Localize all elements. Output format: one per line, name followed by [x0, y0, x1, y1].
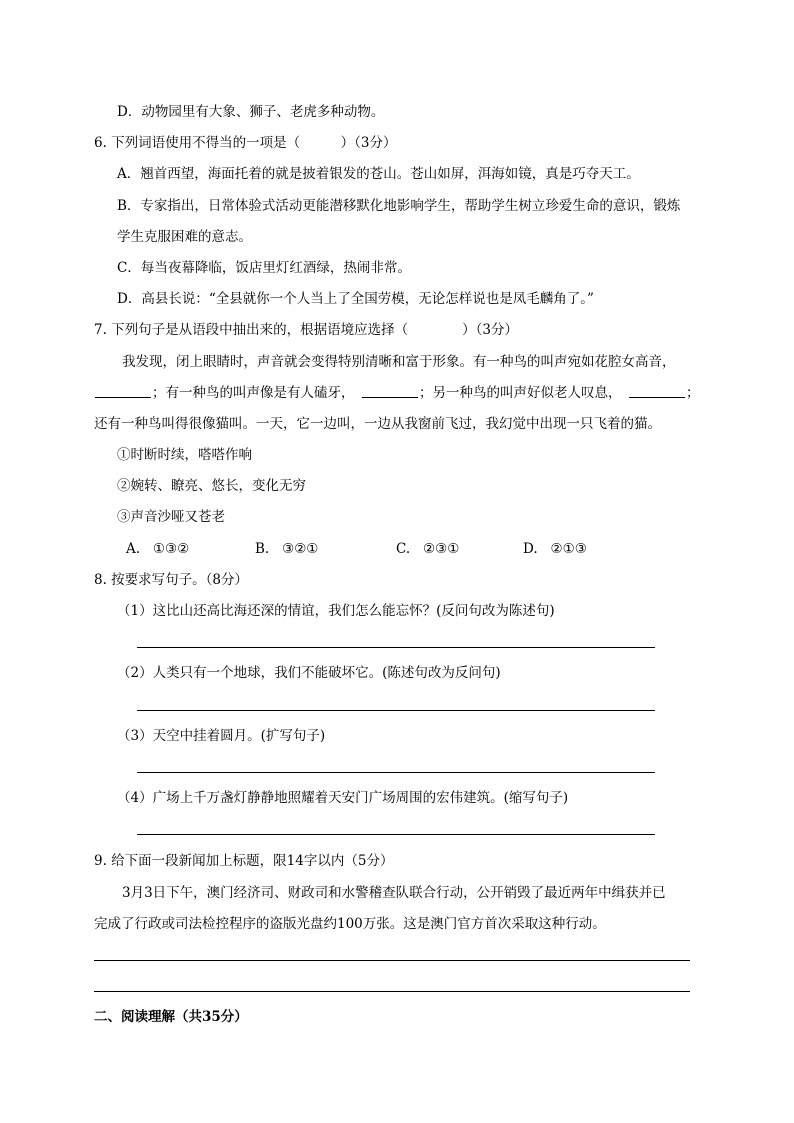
q7-passage-line2c: ； — [686, 385, 700, 401]
q6-stem: 6. 下列词语使用不得当的一项是（ ）（3分） — [94, 135, 397, 151]
q7-choice-letter: C. — [396, 541, 411, 557]
q7-choice-value: ②③① — [423, 541, 460, 557]
q7-choice-c[interactable] — [396, 539, 459, 559]
q7-choice-d[interactable] — [523, 539, 587, 559]
q7-passage-line2a: ；有一种鸟的叫声像是有人磕牙， — [152, 385, 355, 401]
q7-choice-a[interactable] — [126, 539, 189, 559]
q7-choice-letter: A. — [126, 541, 141, 557]
q6-option-a: A．翘首西望，海面托着的就是披着银发的苍山。苍山如屏，洱海如镜，真是巧夺天工。 — [117, 166, 640, 182]
q7-blank-2[interactable] — [362, 397, 418, 398]
q7-passage-line3: 还有一种鸟叫得很像猫叫。一天，它一边叫，一边从我窗前飞过，我幻觉中出现一只飞着的猫。 — [94, 416, 661, 432]
q6-option-c: C．每当夜幕降临，饭店里灯红酒绿，热闹非常。 — [117, 260, 411, 276]
q9-stem: 9. 给下面一段新闻加上标题，限14字以内（5分） — [94, 853, 394, 869]
q7-sentence-3: ③声音沙哑又苍老 — [117, 509, 225, 525]
q9-passage-line2: 完成了行政或司法检控程序的盗版光盘约100万张。这是澳门官方首次采取这种行动。 — [94, 916, 606, 932]
q9-passage-line1: 3月3日下午，澳门经济司、财政司和水警稽查队联合行动，公开销毁了最近两年中缉获并已 — [122, 885, 666, 901]
q7-passage-line2b: ；另一种鸟的叫声好似老人叹息， — [419, 385, 622, 401]
q8-answer-line-2[interactable] — [137, 710, 655, 711]
q7-choice-letter: B. — [255, 541, 270, 557]
q8-item-3: （3）天空中挂着圆月。(扩写句子) — [117, 728, 326, 744]
q7-choice-value: ①③② — [152, 541, 190, 557]
q8-answer-line-1[interactable] — [137, 647, 655, 648]
q7-choice-b[interactable] — [255, 539, 318, 559]
q7-passage-line1: 我发现，闭上眼睛时，声音就会变得特别清晰和富于形象。有一种鸟的叫声宛如花腔女高音， — [122, 354, 676, 370]
q6-option-d: D．高县长说：“全县就你一个人当上了全国劳模，无论怎样说也是凤毛麟角了。” — [117, 291, 594, 307]
q9-answer-line-1[interactable] — [94, 960, 690, 961]
q5-option-d: D．动物园里有大象、狮子、老虎多种动物。 — [117, 104, 385, 120]
q7-choice-value: ②①③ — [550, 541, 587, 557]
q7-sentence-2: ②婉转、瞭亮、悠长，变化无穷 — [117, 478, 306, 494]
q8-item-4: （4）广场上千万盏灯静静地照耀着天安门广场周围的宏伟建筑。(缩写句子) — [117, 790, 569, 806]
q9-answer-line-2[interactable] — [94, 991, 690, 992]
q6-option-b-line1: B．专家指出，日常体验式活动更能潜移默化地影响学生，帮助学生树立珍爱生命的意识，锻炼 — [117, 198, 681, 214]
q6-option-b-line2: 学生克服困难的意志。 — [117, 229, 252, 245]
q7-blank-3[interactable] — [629, 397, 685, 398]
q8-item-2: （2）人类只有一个地球，我们不能破坏它。(陈述句改为反问句) — [117, 665, 501, 681]
section-2-title: 二、阅读理解（共35分） — [94, 1009, 248, 1025]
q7-choice-value: ③②① — [282, 541, 319, 557]
q7-stem: 7. 下列句子是从语段中抽出来的，根据语境应选择（ ）（3分） — [94, 322, 519, 338]
q8-item-1: （1）这比山还高比海还深的情谊，我们怎么能忘怀？(反问句改为陈述句) — [117, 603, 555, 619]
q7-choice-letter: D. — [523, 541, 538, 557]
q8-answer-line-3[interactable] — [137, 772, 655, 773]
q7-blank-1[interactable] — [95, 397, 151, 398]
q8-stem: 8. 按要求写句子。（8分） — [94, 572, 249, 588]
q7-sentence-1: ①时断时续，嗒嗒作响 — [117, 447, 252, 463]
q8-answer-line-4[interactable] — [137, 834, 655, 835]
